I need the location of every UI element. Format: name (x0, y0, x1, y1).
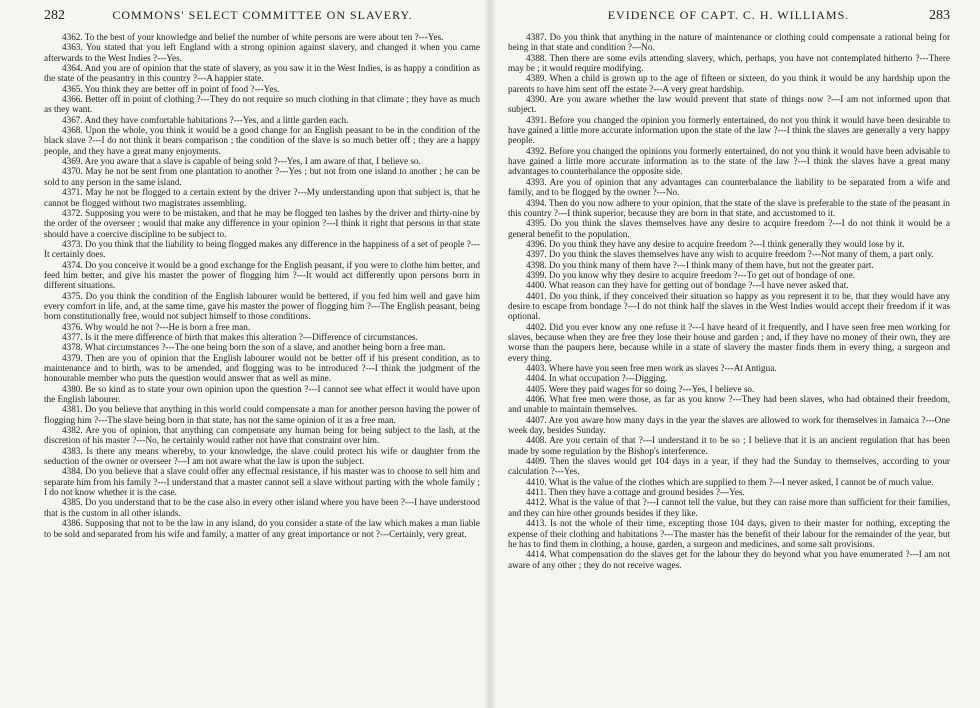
testimony-paragraph: 4375. Do you think the condition of the English labourer would be bettered, if you fed him well and gave him every comfort in life, and, at the same time, gave his master the power of flogging him ?---The English peasant, being born constitutionally free, would not subject himself to those conditions. (44, 290, 480, 322)
testimony-paragraph: 4402. Did you ever know any one refuse it ?---I have heard of it frequently, and I have seen free men working for slaves, because when they are free they lose their house and garden ; and, if they have no money of their own, they are worse than the paupers here, because while in a state of slavery the master finds them in every thing, a surgeon and every thing. (508, 321, 950, 363)
left-page-number: 282 (44, 8, 65, 23)
testimony-paragraph: 4405. Were they paid wages for so doing ?---Yes, I believe so. (526, 383, 755, 394)
testimony-paragraph: 4409. Then the slaves would get 104 days in a year, if they had the Sunday to themselves, according to your calculation ?---Yes. (508, 456, 950, 477)
right-page (490, 0, 980, 708)
testimony-paragraph: 4366. Better off in point of clothing ?---They do not require so much clothing in that climate ; they have as much as they want. (44, 94, 480, 115)
testimony-paragraph: 4374. Do you conceive it would be a good exchange for the English peasant, if you were to clothe him better, and feed him better, and give his master the power of flogging him ?---It would act differently upon persons born in different situations. (44, 259, 480, 291)
testimony-paragraph: 4391. Before you changed the opinion you formerly entertained, do not you think it would have been desirable to have gained a little more accurate information upon the state of the law ?---I think the slaves are generally a very happy people. (508, 114, 950, 146)
testimony-paragraph: 4407. Are you aware how many days in the year the slaves are allowed to work for themselves in Jamaica ?---One week day, besides Sunday. (508, 414, 950, 436)
testimony-paragraph: 4383. Is there any means whereby, to your knowledge, the slave could protect his wife or daughter from the seduction of the owner or overseer ?---I am not aware what the law is upon the subject. (44, 445, 480, 467)
testimony-paragraph: 4373. Do you think that the liability to being flogged makes any difference in the happiness of a set of people ?---It certainly does. (44, 238, 480, 260)
testimony-paragraph: 4406. What free men were those, as far as you know ?---They had been slaves, who had obtained their freedom, and unable to maintain themselves. (508, 394, 950, 415)
testimony-paragraph: 4414. What compensation do the slaves get for the labour they do beyond what you have enumerated ?---I am not aware of any other ; they do not receive wages. (508, 549, 950, 570)
testimony-paragraph: 4386. Supposing that not to be the law in any island, do you consider a state of the law which makes a man liable to be sold and separated from his wife and family, a matter of any great importance or not ?---Certainly, very great. (44, 518, 480, 539)
testimony-paragraph: 4390. Are you aware whether the law would prevent that state of things now ?---I am not informed upon that subject. (508, 94, 950, 115)
testimony-paragraph: 4396. Do you think they have any desire to acquire freedom ?---I think generally they would lose by it. (526, 238, 905, 249)
left-page-body (44, 32, 480, 539)
left-page-header (44, 8, 480, 28)
testimony-paragraph: 4385. Do you understand that to be the case also in every other island where you have been ?---I have understood that is the custom in all other islands. (44, 497, 480, 518)
testimony-paragraph: 4384. Do you believe that a slave could offer any effectual resistance, if his master was to choose to sell him and separate him from his family ?---I understand that a master cannot sell a slave without parting with the whole family ; I do not know whether it is the case. (44, 466, 480, 498)
testimony-paragraph: 4400. What reason can they have for getting out of bondage ?---I have never asked that. (526, 280, 849, 291)
testimony-paragraph: 4368. Upon the whole, you think it would be a good change for an English peasant to be in the condition of the black slave ?---I do not think it bears comparison ; the condition of the slave is so much better off ; they are a happy people, and they have a great many enjoyments. (44, 125, 480, 156)
testimony-paragraph: 4392. Before you changed the opinions you formerly entertained, do not you think it would have been advisable to have gained a little more accurate information as to the state of the law ?---I think the slaves have a great many advantages to counterbalance the opposite side. (508, 145, 950, 177)
testimony-paragraph: 4408. Are you certain of that ?---I understand it to be so ; I believe that it is an ancient regulation that has been made by some regulation by the Bishop's interference. (508, 435, 950, 456)
testimony-paragraph: 4370. May he not be sent from one plantation to another ?---Yes ; but not from one island to another ; he can be sold to any person in the same island. (44, 166, 480, 187)
testimony-paragraph: 4394. Then do you now adhere to your opinion, that the state of the slave is preferable to the state of the peasant in this country ?---I think superior, because they are born in that state, and accustomed to it. (508, 197, 950, 218)
testimony-paragraph: 4398. Do you think many of them have ?---I think many of them have, but not the greater part. (526, 259, 874, 270)
testimony-paragraph: 4395. Do you think the slaves themselves have any desire to acquire freedom ?---I do not think it would be a general benefit to the population. (508, 218, 950, 239)
testimony-paragraph: 4387. Do you think that anything in the nature of maintenance or clothing could compensate a rational being for being in that state and condition ?---No. (508, 32, 950, 53)
testimony-paragraph: 4404. In what occupation ?---Digging. (526, 373, 668, 384)
testimony-paragraph: 4380. Be so kind as to state your own opinion upon the question ?---I cannot see what effect it would have upon the English labourer. (44, 383, 480, 405)
testimony-paragraph: 4412. What is the value of that ?---I cannot tell the value, but they can raise more than sufficient for their families, and they can hire other grounds besides if they like. (508, 497, 950, 518)
right-running-title: EVIDENCE OF CAPT. C. H. WILLIAMS. (607, 8, 850, 22)
testimony-paragraph: 4363. You stated that you left England with a strong opinion against slavery, and changed it when you came afterwards to the West Indies ?---Yes. (44, 42, 480, 63)
testimony-paragraph: 4393. Are you of opinion that any advantages can counterbalance the liability to be separated from a wife and family, and to be flogged by the owner ?---No. (508, 176, 950, 198)
testimony-paragraph: 4372. Supposing you were to be mistaken, and that he may be flogged ten lashes by the driver and thirty-nine by the order of the overseer ; would that make any difference in your opinion ?---I think it right that persons in that state should have a coercive discipline to be subject to. (44, 207, 480, 239)
testimony-paragraph: 4401. Do you think, if they conceived their situation so happy as you represent it to be, that they would have any desire to escape from bondage ?---I do not think half the slaves in the West Indies would accept their freedom if it was optional. (508, 290, 950, 322)
testimony-paragraph: 4365. You think they are better off in point of food ?---Yes. (62, 83, 280, 94)
testimony-paragraph: 4362. To the best of your knowledge and belief the number of white persons are were about ten ?---Yes. (62, 32, 444, 42)
testimony-paragraph: 4367. And they have comfortable habitations ?---Yes, and a little garden each. (62, 114, 349, 125)
testimony-paragraph: 4378. What circumstances ?---The one being born the son of a slave, and another being born a free man. (62, 342, 446, 353)
right-page-number: 283 (929, 8, 950, 23)
testimony-paragraph: 4364. And you are of opinion that the state of slavery, as you saw it in the West Indies, is as happy a condition as the state of the peasantry in this country ?---A happier state. (44, 63, 480, 84)
testimony-paragraph: 4411. Then they have a cottage and ground besides ?---Yes. (526, 487, 745, 498)
testimony-paragraph: 4399. Do you know why they desire to acquire freedom ?---To get out of bondage of one. (526, 269, 855, 280)
testimony-paragraph: 4403. Where have you seen free men work as slaves ?---At Antigua. (526, 363, 777, 373)
testimony-paragraph: 4397. Do you think the slaves themselves have any wish to acquire freedom ?---Not many of them, a part only. (526, 249, 934, 260)
right-page-header (508, 8, 950, 28)
testimony-paragraph: 4382. Are you of opinion, that anything can compensate any human being for being subject to the lash, at the discretion of his master ?---No, he certainly would rather not have that constraint over him. (44, 425, 480, 446)
testimony-paragraph: 4381. Do you believe that anything in this world could compensate a man for another person having the power of flogging him ?---The slave being born in that state, has not the same opinion of it as a free man. (44, 404, 480, 425)
testimony-paragraph: 4371. May he not be flogged to a certain extent by the driver ?---My understanding upon that subject is, that he cannot be flogged without two magistrates assembling. (44, 187, 480, 208)
testimony-paragraph: 4389. When a child is grown up to the age of fifteen or sixteen, do you think it would be any hardship upon the parents to have him sent off the estate ?---A very great hardship. (508, 73, 950, 94)
testimony-paragraph: 4410. What is the value of the clothes which are supplied to them ?---I never asked, I cannot be of much value. (526, 476, 934, 487)
left-running-title: COMMONS' SELECT COMMITTEE ON SLAVERY. (112, 8, 413, 22)
testimony-paragraph: 4376. Why would he not ?---He is born a free man. (62, 321, 251, 332)
testimony-paragraph: 4369. Are you aware that a slave is capable of being sold ?---Yes, I am aware of that, I believe so. (62, 156, 421, 167)
testimony-paragraph: 4379. Then are you of opinion that the English labourer would not be better off if his present condition, as to maintenance and to birth, was to be amended, and flogging was to be introduced ?---I think the judgment of the honourable member who puts the question would answer that as well as mine. (44, 352, 480, 384)
testimony-paragraph: 4388. Then there are some evils attending slavery, which, perhaps, you have not contemplated hitherto ?---There may be ; it would require modifying. (508, 52, 950, 74)
right-page-body (508, 32, 950, 570)
testimony-paragraph: 4413. Is not the whole of their time, excepting those 104 days, given to their master for nothing, excepting the expense of their clothing and habitations ?---The master has the benefit of their labour for the remainder of the year, but he has to find them in clothing, a house, garden, a surgeon and medicines, and some salt provisions. (508, 518, 950, 549)
testimony-paragraph: 4377. Is it the mere difference of birth that makes this alteration ?---Difference of circumstances. (62, 331, 418, 342)
